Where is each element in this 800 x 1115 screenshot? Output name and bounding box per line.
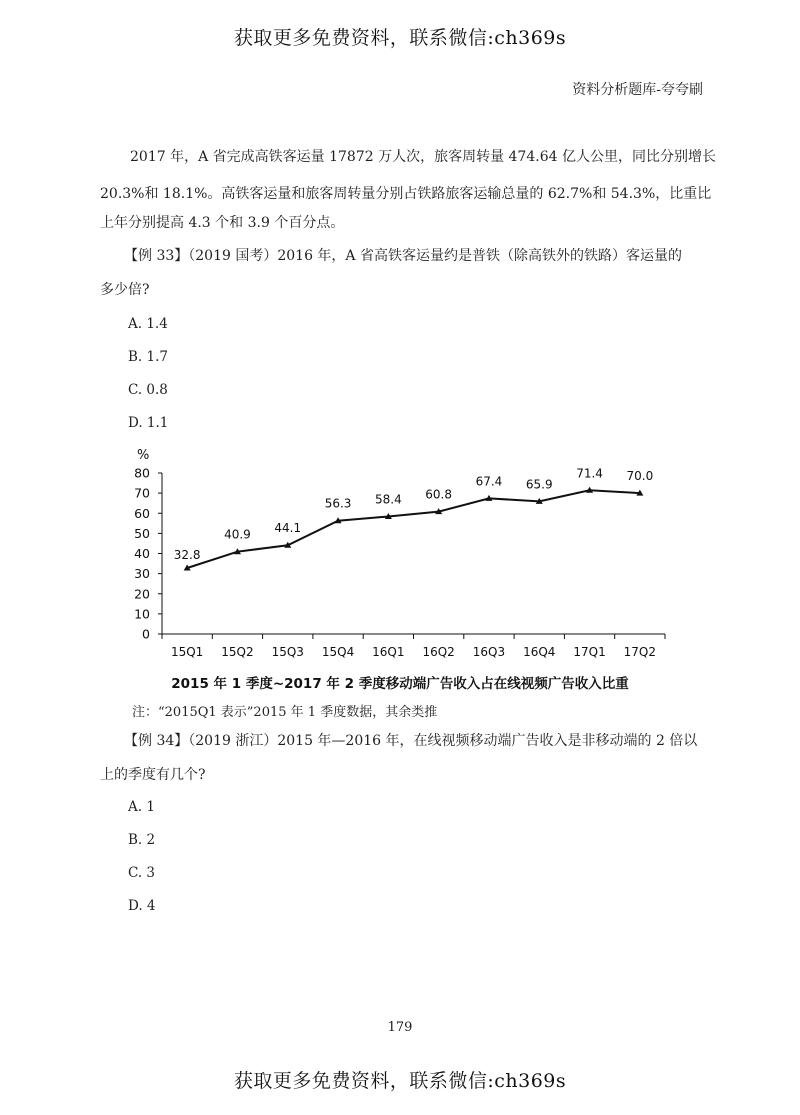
y-tick-label: 70 xyxy=(134,485,150,501)
question-34-line-2: 上的季度有几个? xyxy=(100,767,206,783)
line-chart xyxy=(0,440,800,670)
question-34-line-1: 【例 34】（2019 浙江）2015 年—2016 年，在线视频移动端广告收入是非移动端的 2 倍以 xyxy=(124,733,698,749)
q33-option-b: B. 1.7 xyxy=(128,349,168,365)
y-tick-label: 50 xyxy=(134,525,150,541)
data-label: 58.4 xyxy=(374,492,402,507)
x-tick-label: 15Q1 xyxy=(170,645,204,659)
y-tick-label: 40 xyxy=(134,546,150,561)
data-label: 44.1 xyxy=(274,521,302,536)
q33-option-a: A. 1.4 xyxy=(128,316,168,332)
x-tick-label: 16Q1 xyxy=(372,645,405,659)
page-number: 179 xyxy=(387,1020,413,1035)
page-header: 资料分析题库-夸夸刷 xyxy=(572,82,703,98)
q34-option-a: A. 1 xyxy=(128,799,155,815)
data-label: 60.8 xyxy=(425,487,453,502)
data-label: 56.3 xyxy=(324,496,352,511)
y-tick-label: 20 xyxy=(134,586,150,602)
y-tick-label: 80 xyxy=(134,465,150,481)
y-tick-label: 10 xyxy=(134,606,150,622)
q33-option-d: D. 1.1 xyxy=(128,415,169,431)
question-33-line-1: 【例 33】（2019 国考）2016 年，A 省高铁客运量约是普铁（除高铁外的铁路）客运量的 xyxy=(124,248,682,264)
data-label: 67.4 xyxy=(475,474,503,489)
y-tick-label: 0 xyxy=(142,626,150,642)
data-label: 65.9 xyxy=(525,477,553,492)
passage-line-2: 20.3%和 18.1%。高铁客运量和旅客周转量分别占铁路旅客运输总量的 62.7%和 54.3%，比重比 xyxy=(100,186,712,202)
q34-option-d: D. 4 xyxy=(128,898,156,914)
x-tick-label: 15Q2 xyxy=(221,645,254,659)
y-tick-label: 60 xyxy=(134,505,150,521)
x-tick-label: 17Q2 xyxy=(623,645,657,659)
x-tick-label: 15Q4 xyxy=(321,645,355,659)
chart-note: 注：“2015Q1 表示”2015 年 1 季度数据，其余类推 xyxy=(132,705,438,720)
y-axis-label: % xyxy=(137,448,150,463)
q33-option-c: C. 0.8 xyxy=(128,382,168,398)
question-33-line-2: 多少倍? xyxy=(100,282,150,298)
x-tick-label: 17Q1 xyxy=(573,645,606,659)
data-label: 32.8 xyxy=(173,547,201,562)
data-label: 70.0 xyxy=(626,469,654,484)
x-tick-label: 16Q3 xyxy=(472,645,506,659)
watermark-top: 获取更多免费资料，联系微信:ch369s xyxy=(233,27,567,49)
data-label: 71.4 xyxy=(576,466,603,481)
chart-title: 2015 年 1 季度~2017 年 2 季度移动端广告收入占在线视频广告收入比重 xyxy=(171,676,629,692)
watermark-bottom: 获取更多免费资料，联系微信:ch369s xyxy=(233,1070,567,1092)
series-line xyxy=(187,487,640,568)
x-tick-label: 15Q3 xyxy=(271,645,304,659)
data-label: 40.9 xyxy=(224,527,251,542)
passage-line-3: 上年分别提高 4.3 个和 3.9 个百分点。 xyxy=(100,215,345,231)
y-tick-label: 30 xyxy=(134,566,150,582)
passage-line-1: 2017 年，A 省完成高铁客运量 17872 万人次，旅客周转量 474.64 亿人公里，同比分别增长 xyxy=(130,149,716,165)
x-tick-label: 16Q4 xyxy=(523,645,556,659)
q34-option-b: B. 2 xyxy=(128,832,156,848)
x-tick-label: 16Q2 xyxy=(422,645,455,659)
q34-option-c: C. 3 xyxy=(128,865,156,881)
